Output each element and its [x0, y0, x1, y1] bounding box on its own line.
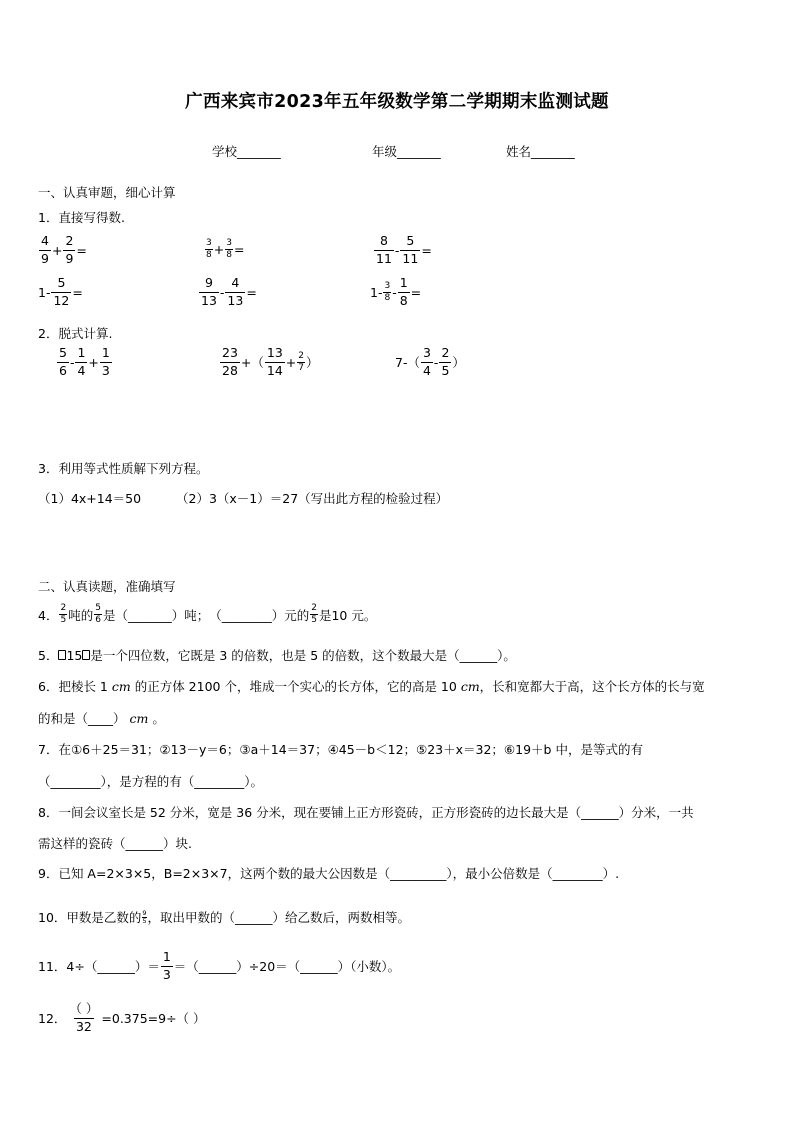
school-label: 学校	[212, 144, 238, 159]
fraction: $\frac{2}{7}$	[298, 350, 305, 373]
school-field	[212, 142, 281, 160]
fraction: $\frac{3}{8}$	[226, 238, 232, 260]
q1-item-5	[198, 277, 257, 307]
q1-item-6	[370, 277, 421, 307]
grade-blank[interactable]: _______	[397, 144, 441, 159]
question-7-line-1: 7．在①6＋25＝31；②13－y＝6；③a＋14＝37；④45－b＜12；⑤23＋x＝32；⑥19＋b 中，是等式的有	[38, 742, 643, 757]
operator: +	[285, 354, 297, 370]
question-12: 12． $\frac{( )}{32}$ =0.375=9÷（ ）	[38, 1001, 206, 1034]
q3-label: 3．利用等式性质解下列方程。	[38, 461, 209, 476]
grade-label: 年级	[372, 144, 398, 159]
text: 吨的	[68, 607, 94, 623]
equals: =	[233, 242, 245, 257]
equals: =	[410, 284, 422, 300]
paren: ）	[452, 355, 465, 370]
text: 是一个四位数，它既是 3 的倍数，也是 5 的倍数，这个数最大是（______）。	[90, 648, 516, 663]
fraction: $\frac{2}{9}$	[65, 233, 74, 266]
q1-item-4	[38, 277, 83, 307]
fraction: $\frac{5}{11}$	[402, 233, 419, 266]
fraction: $\frac{1}{4}$	[77, 345, 86, 378]
fraction: $\frac{5}{12}$	[53, 275, 70, 308]
fraction: $\frac{13}{14}$	[266, 345, 283, 378]
q1-label: 1．直接写得数.	[38, 210, 125, 225]
fraction: $\frac{3}{8}$	[206, 238, 212, 260]
operator: +（	[240, 355, 264, 370]
name-blank[interactable]: _______	[531, 144, 575, 159]
prefix: 7-（	[395, 355, 420, 370]
q1-item-2	[204, 239, 244, 260]
q2-expr-1	[56, 347, 113, 377]
fraction: $\frac{1}{3}$	[162, 949, 171, 982]
prefix: 1-	[370, 284, 383, 300]
operator: +	[51, 242, 63, 258]
question-6-line-2: 的和是（____） cm 。	[38, 711, 165, 726]
fraction: $\frac{1}{3}$	[101, 345, 110, 378]
section1-heading: 一、认真审题，细心计算	[38, 185, 176, 200]
fraction: $\frac{( )}{32}$	[69, 1001, 99, 1034]
question-6-line-1: 6．把棱长 1 cm 的正方体 2100 个，堆成一个实心的长方体，它的高是 10 cm，长和宽都大于高，这个长方体的长与宽	[38, 679, 705, 694]
page-title: 广西来宾市2023年五年级数学第二学期期末监测试题	[185, 92, 609, 112]
fraction: $\frac{3}{8}$	[384, 280, 391, 303]
q-number: 4．	[38, 607, 59, 623]
section2-heading: 二、认真读题，准确填写	[38, 579, 176, 594]
fraction: $\frac{2}{5}$	[311, 603, 317, 625]
placeholder-box-icon	[58, 650, 66, 660]
operator: +	[213, 242, 225, 257]
prefix: 1-	[38, 284, 51, 300]
equals: =	[76, 242, 87, 258]
placeholder-box-icon	[82, 650, 90, 660]
text: 15	[66, 647, 83, 663]
fraction: $\frac{9}{13}$	[201, 275, 217, 308]
operator: -	[219, 284, 225, 300]
unit-cm: cm	[460, 679, 480, 694]
operator: -	[392, 284, 397, 300]
fraction: $\frac{4}{9}$	[41, 233, 49, 266]
fraction: $\frac{5}{6}$	[59, 345, 67, 378]
unit-cm: cm	[129, 711, 149, 726]
question-11: 11．4÷（______）＝ $\frac{1}{3}$ ＝（______）÷20＝（______）（小数）。	[38, 949, 401, 982]
question-8-line-2: 需这样的瓷砖（______）块.	[38, 836, 192, 851]
q1-item-1	[38, 235, 87, 265]
question-9: 9．已知 A=2×3×5，B=2×3×7，这两个数的最大公因数是（_________），最小公倍数是（________）.	[38, 866, 620, 881]
operator: +	[88, 354, 99, 370]
operator: -	[433, 354, 439, 370]
question-10: 10．甲数是乙数的 $\frac{9}{5}$ ，取出甲数的（______）给乙数后，两数相等。	[38, 909, 411, 925]
fraction: $\frac{5}{6}$	[95, 603, 101, 625]
q1-item-3	[373, 235, 432, 265]
text: 是（_______）吨； （________）元的	[102, 607, 310, 623]
q3-part-1: （1）4x+14＝50	[38, 491, 142, 506]
fraction: $\frac{2}{5}$	[441, 345, 450, 378]
fraction: $\frac{3}{4}$	[422, 345, 431, 378]
fraction: $\frac{9}{5}$	[142, 909, 147, 925]
fraction: $\frac{23}{28}$	[222, 345, 238, 378]
question-7-line-2: （________），是方程的有（________）。	[38, 774, 264, 789]
fraction: $\frac{2}{5}$	[60, 603, 67, 625]
name-field	[506, 142, 575, 160]
equals: =	[421, 242, 432, 258]
question-4	[38, 604, 376, 625]
paren: ）	[306, 355, 319, 370]
equals: =	[246, 284, 257, 300]
grade-field	[372, 142, 441, 160]
operator: -	[394, 242, 400, 258]
fraction: $\frac{4}{13}$	[227, 275, 244, 308]
name-label: 姓名	[506, 144, 532, 159]
school-blank[interactable]: _______	[237, 144, 281, 159]
q2-label: 2．脱式计算.	[38, 326, 113, 341]
q-number: 5．	[38, 648, 59, 663]
equals: =	[72, 284, 83, 300]
fraction: $\frac{8}{11}$	[376, 233, 392, 266]
operator: -	[69, 354, 75, 370]
q3-part-2: （2）3（x－1）＝27（写出此方程的检验过程）	[176, 491, 449, 506]
question-8-line-1: 8．一间会议室长是 52 分米，宽是 36 分米，现在要铺上正方形瓷砖，正方形瓷砖的边长最大是（______）分米，一共	[38, 805, 694, 820]
unit-cm: cm	[111, 679, 131, 694]
q2-expr-2	[219, 347, 319, 377]
question-5	[38, 646, 516, 664]
fraction: $\frac{1}{8}$	[399, 275, 408, 308]
text: 是10 元。	[318, 607, 377, 623]
q2-expr-3	[395, 347, 465, 377]
